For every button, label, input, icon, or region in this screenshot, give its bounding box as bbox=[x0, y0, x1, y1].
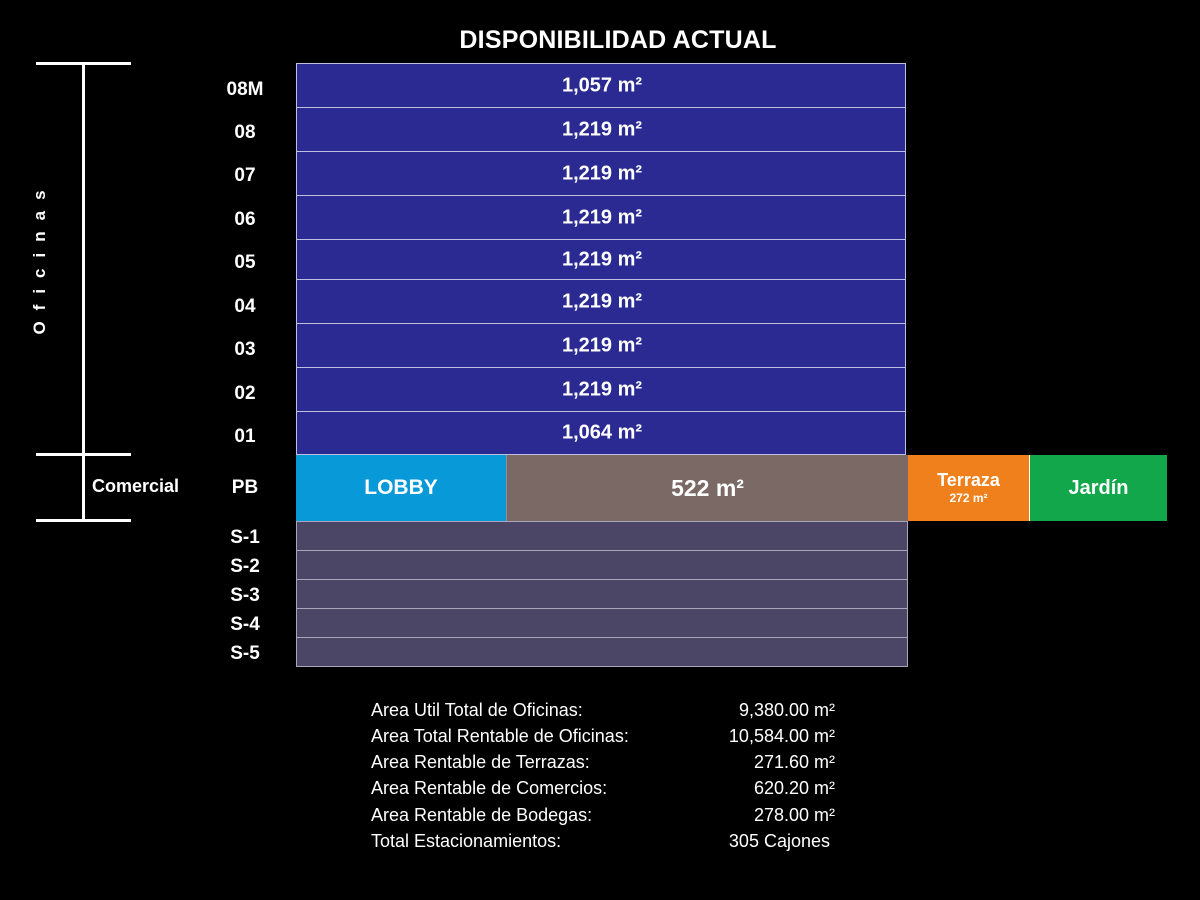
floor-label-01: 01 bbox=[234, 426, 256, 447]
stat-label: Area Rentable de Terrazas: bbox=[371, 752, 590, 772]
stat-label: Area Rentable de Bodegas: bbox=[371, 805, 593, 825]
basement-block-s5 bbox=[296, 637, 908, 667]
oficinas-side-label: Oficinas bbox=[30, 179, 49, 335]
basement-block-s1 bbox=[296, 521, 908, 551]
floor-label-05: 05 bbox=[234, 252, 256, 273]
floor-label-pb: PB bbox=[231, 477, 259, 498]
office-floor-area: 1,219 m² bbox=[561, 378, 643, 400]
office-floor-07 bbox=[296, 151, 906, 196]
office-floor-area: 1,064 m² bbox=[561, 421, 643, 444]
lobby-block: LOBBY bbox=[296, 455, 506, 521]
bracket-vertical-line bbox=[82, 62, 85, 522]
office-floor-03 bbox=[296, 323, 906, 368]
office-floor-04 bbox=[296, 279, 906, 324]
floor-label-08: 08 bbox=[234, 122, 256, 143]
floor-label-s4: S-4 bbox=[230, 614, 260, 635]
terraza-block bbox=[908, 455, 1029, 521]
office-floor-02 bbox=[296, 367, 906, 412]
stat-value: 620.20 m² bbox=[753, 778, 835, 798]
office-floor-area: 1,219 m² bbox=[561, 206, 643, 228]
commercial-area-block: 522 m² bbox=[506, 455, 908, 521]
office-floor-area: 1,219 m² bbox=[561, 118, 643, 140]
office-floor-area: 1,219 m² bbox=[561, 162, 643, 184]
floor-label-s2: S-2 bbox=[230, 556, 260, 577]
jardin-block: Jardín bbox=[1029, 455, 1167, 521]
stat-value: 10,584.00 m² bbox=[728, 726, 835, 746]
floor-label-07: 07 bbox=[234, 165, 256, 186]
terraza-label: Terraza bbox=[937, 470, 1000, 491]
stat-value: 271.60 m² bbox=[753, 752, 835, 772]
stat-value: 305 Cajones bbox=[728, 831, 830, 851]
basement-block-s2 bbox=[296, 550, 908, 580]
office-floor-area: 1,219 m² bbox=[561, 290, 643, 312]
office-floor-08m bbox=[296, 63, 906, 108]
office-floor-area: 1,057 m² bbox=[561, 74, 643, 96]
stat-label: Total Estacionamientos: bbox=[371, 831, 562, 851]
office-floor-area: 1,219 m² bbox=[561, 248, 643, 270]
office-floor-area: 1,219 m² bbox=[561, 334, 643, 356]
office-floor-08 bbox=[296, 107, 906, 152]
floor-label-s1: S-1 bbox=[230, 527, 260, 548]
stat-value: 278.00 m² bbox=[753, 805, 835, 825]
comercial-side-label: Comercial bbox=[92, 476, 180, 496]
stat-label: Area Total Rentable de Oficinas: bbox=[371, 726, 629, 746]
stat-label: Area Util Total de Oficinas: bbox=[371, 700, 583, 720]
floor-label-02: 02 bbox=[234, 383, 256, 404]
floor-label-08m: 08M bbox=[226, 79, 264, 100]
page-title: DISPONIBILIDAD ACTUAL bbox=[459, 26, 777, 54]
office-floor-06 bbox=[296, 195, 906, 240]
basement-block-s4 bbox=[296, 608, 908, 638]
floor-label-04: 04 bbox=[234, 296, 256, 317]
stat-value: 9,380.00 m² bbox=[738, 700, 835, 720]
floor-label-s3: S-3 bbox=[230, 585, 260, 606]
basement-block-s3 bbox=[296, 579, 908, 609]
floor-label-s5: S-5 bbox=[230, 643, 260, 664]
stat-label: Area Rentable de Comercios: bbox=[371, 778, 608, 798]
office-floor-01 bbox=[296, 411, 906, 455]
terraza-area: 272 m² bbox=[949, 491, 988, 506]
floor-label-06: 06 bbox=[234, 209, 256, 230]
office-floor-05 bbox=[296, 239, 906, 280]
floor-label-03: 03 bbox=[234, 339, 256, 360]
office-floors bbox=[296, 63, 908, 455]
